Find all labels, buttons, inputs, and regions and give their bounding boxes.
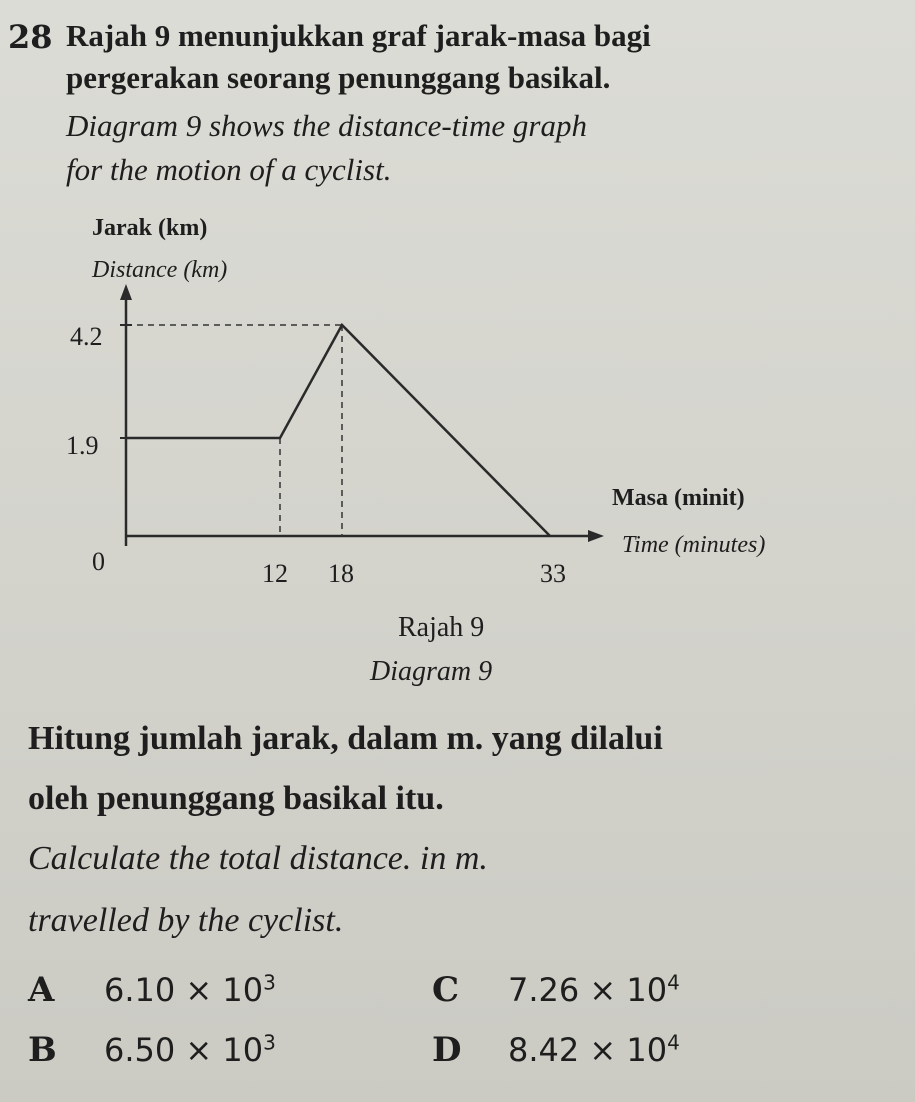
option-c-value (508, 971, 680, 1009)
prompt-ms-line2: oleh penunggang basikal itu. (28, 780, 444, 817)
option-c-mantissa: 7.26 × 10 (508, 971, 668, 1009)
distance-time-graph (0, 200, 915, 600)
x-axis-label-en: Time (minutes) (622, 532, 766, 558)
prompt-ms-line1: Hitung jumlah jarak, dalam m. yang dilalui (28, 720, 663, 757)
option-d-value (508, 1031, 680, 1069)
option-b[interactable] (28, 1030, 276, 1070)
option-a-value (104, 971, 276, 1009)
y-axis-label-ms: Jarak (km) (92, 215, 208, 241)
x-axis-label-ms: Masa (minit) (612, 485, 745, 511)
x-tick-label-0: 0 (92, 547, 105, 576)
y-axis-label-en: Distance (km) (92, 257, 228, 283)
option-d-exponent: 4 (667, 1030, 680, 1055)
question-number: 28 (8, 18, 53, 56)
question-text-ms-line1: Rajah 9 menunjukkan graf jarak-masa bagi (66, 18, 651, 53)
option-d-letter: D (432, 1030, 462, 1070)
option-a-exponent: 3 (263, 970, 276, 995)
question-text-ms-line2: pergerakan seorang penunggang basikal. (66, 60, 611, 95)
option-a-mantissa: 6.10 × 10 (104, 971, 264, 1009)
option-b-letter: B (28, 1030, 57, 1070)
option-c-exponent: 4 (667, 970, 680, 995)
question-text-en-line2: for the motion of a cyclist. (66, 152, 392, 187)
option-b-exponent: 3 (263, 1030, 276, 1055)
distance-time-line (126, 325, 550, 536)
option-c[interactable] (432, 970, 680, 1010)
option-d-mantissa: 8.42 × 10 (508, 1031, 668, 1069)
prompt-en-line1: Calculate the total distance. in m. (28, 840, 488, 877)
option-d[interactable] (432, 1030, 680, 1070)
x-tick-label-18: 18 (328, 559, 354, 588)
prompt-en-line2: travelled by the cyclist. (28, 902, 344, 939)
y-axis-arrow (120, 284, 132, 300)
x-tick-label-12: 12 (262, 559, 288, 588)
option-a-letter: A (28, 970, 55, 1010)
y-tick-label-1.9: 1.9 (66, 431, 99, 460)
option-c-letter: C (432, 970, 460, 1010)
y-tick-label-4.2: 4.2 (70, 322, 103, 351)
x-axis-arrow (588, 530, 604, 542)
option-b-mantissa: 6.50 × 10 (104, 1031, 264, 1069)
option-b-value (104, 1031, 276, 1069)
diagram-caption-en: Diagram 9 (370, 656, 493, 687)
option-a[interactable] (28, 970, 276, 1010)
x-tick-label-33: 33 (540, 559, 566, 588)
question-text-en-line1: Diagram 9 shows the distance-time graph (66, 108, 587, 143)
diagram-caption-ms: Rajah 9 (398, 612, 485, 643)
